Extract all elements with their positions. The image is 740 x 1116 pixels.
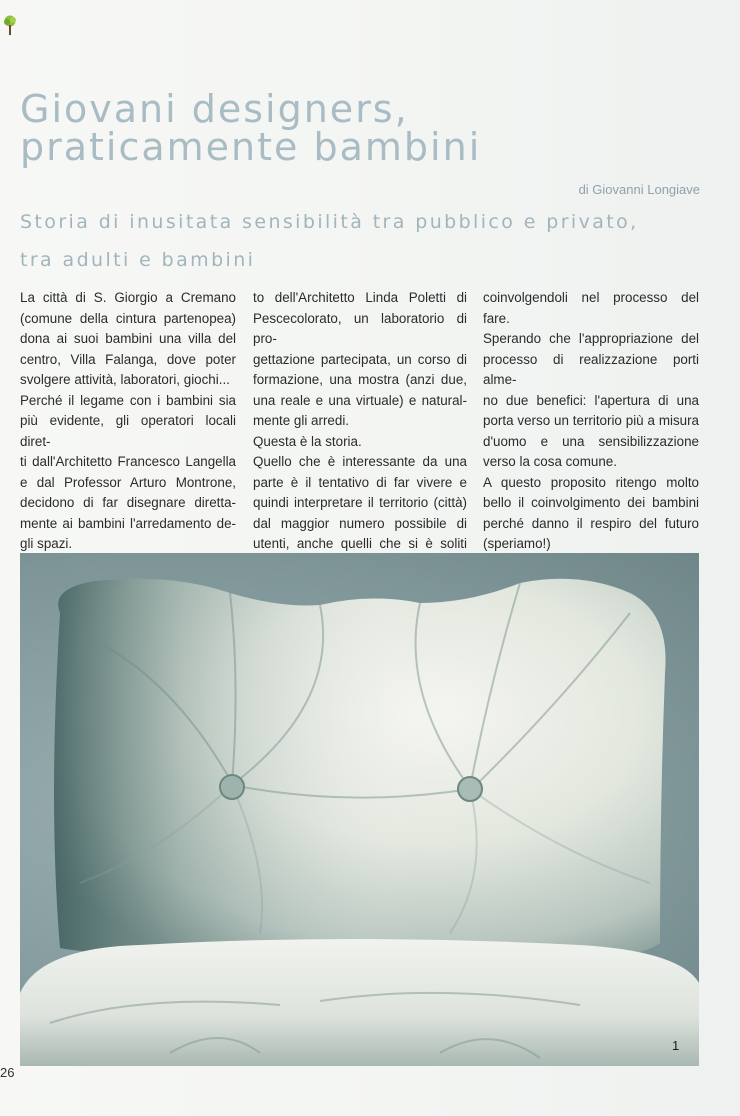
text-column-1 — [20, 288, 236, 575]
tufting-button-right — [458, 777, 482, 801]
text-column-2 — [253, 288, 467, 596]
text-line: Quello che è interessante da una — [253, 454, 467, 469]
text-line: formazione, una mostra (anzi due, — [253, 372, 467, 387]
tree-icon — [2, 15, 18, 37]
text-line: dona ai suoi bambini una villa del — [20, 331, 236, 346]
text-line: coinvolgendoli nel processo del fare. — [483, 290, 699, 326]
text-line: processo di realizzazione porti alme- — [483, 351, 699, 387]
text-line: Pescecolorato, un laboratorio di pro- — [253, 310, 467, 346]
text-line: gli spazi. — [20, 536, 73, 551]
text-line: A questo proposito ritengo molto — [483, 474, 699, 490]
text-line: Sperando che l'appropriazione del — [483, 331, 699, 346]
text-column-3 — [483, 288, 699, 596]
text-line: centro, Villa Falanga, dove poter — [20, 351, 236, 367]
text-line: quindi interpretare il territorio (città) — [253, 495, 467, 510]
armchair-photo — [20, 553, 699, 1066]
text-line: gettazione partecipata, un corso di — [253, 351, 467, 367]
text-line: (comune della cintura partenopea) — [20, 310, 236, 326]
text-line: verso la cosa comune. — [483, 454, 617, 469]
article-title — [20, 87, 720, 169]
tufting-button-left — [220, 775, 244, 799]
text-line: d'uomo e una sensibilizzazione — [483, 433, 699, 449]
page-number: 26 — [0, 1065, 15, 1080]
article-subtitle — [20, 203, 710, 279]
text-line: La città di S. Giorgio a Cremano — [20, 290, 236, 305]
text-line: porta verso un territorio più a misura — [483, 413, 699, 428]
subtitle-line: Storia di inusitata sensibilità tra pubblico e privato, — [20, 211, 639, 233]
photo-caption-number: 1 — [672, 1038, 680, 1053]
subtitle-line: tra adulti e bambini — [20, 249, 256, 271]
text-line: dal maggior numero possibile di — [253, 515, 467, 531]
text-line: perché danno il respiro del futuro — [483, 515, 699, 531]
seat-cushion — [20, 939, 699, 1066]
text-line: mente gli arredi. — [253, 413, 350, 428]
title-line: Giovani designers, — [20, 87, 409, 131]
text-line: parte è il tentativo di far vivere e — [253, 474, 467, 490]
text-line: decidono di far disegnare diretta- — [20, 495, 236, 510]
text-line: no due benefici: l'apertura di una — [483, 392, 699, 408]
backrest-shadow — [54, 579, 420, 963]
text-line: e dal Professor Arturo Montrone, — [20, 474, 236, 490]
armchair-illustration — [20, 553, 699, 1066]
title-line: praticamente bambini — [20, 125, 482, 169]
text-line: to dell'Architetto Linda Poletti di — [253, 290, 467, 305]
text-line: mente ai bambini l'arredamento de- — [20, 515, 236, 531]
text-line: bello il coinvolgimento dei bambini — [483, 495, 699, 510]
text-line: una reale e una virtuale) e natural- — [253, 392, 467, 408]
text-line: più evidente, gli operatori locali diret- — [20, 413, 236, 449]
byline: di Giovanni Longiave — [578, 182, 700, 197]
text-line: Questa è la storia. — [253, 433, 362, 449]
text-line: ti dall'Architetto Francesco Langella — [20, 454, 236, 469]
text-line: utenti, anche quelli che si è soliti — [253, 536, 467, 551]
text-line: svolgere attività, laboratori, giochi... — [20, 372, 230, 387]
text-line: Perché il legame con i bambini sia — [20, 392, 236, 408]
text-line: (speriamo!) — [483, 536, 551, 551]
